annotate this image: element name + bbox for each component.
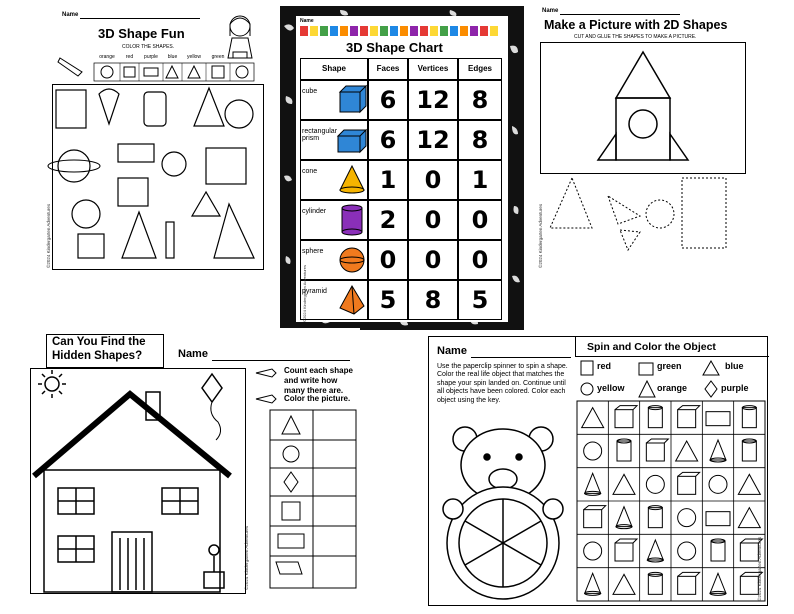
credit-text: ©2024 Kindergarten Adventures — [302, 265, 307, 322]
color-key-label: purple — [144, 54, 158, 60]
value-faces: 5 — [379, 286, 397, 314]
cutout-shapes — [548, 176, 748, 256]
value-vertices: 0 — [424, 246, 442, 274]
key-label-yellow: yellow — [597, 383, 625, 393]
name-label: Name — [178, 348, 208, 360]
page-title-line2: Hidden Shapes? — [52, 350, 143, 362]
instruction-count: Count each shape and write how many there are. — [284, 366, 353, 395]
value-vertices: 0 — [424, 166, 442, 194]
value-faces: 1 — [379, 166, 397, 194]
name-label: Name — [437, 345, 467, 357]
name-label: Name — [542, 8, 559, 14]
credit-text: ©2024 Kindergarten Adventures — [46, 203, 51, 268]
pencil-border-top — [300, 24, 506, 38]
color-key-shapes — [94, 63, 254, 81]
value-edges: 8 — [471, 126, 489, 154]
value-vertices: 8 — [424, 286, 442, 314]
name-line — [560, 14, 680, 15]
shape-name: cone — [302, 168, 318, 175]
key-label-green: green — [657, 361, 682, 371]
value-faces: 0 — [379, 246, 397, 274]
value-edges: 0 — [471, 246, 489, 274]
crayon-icon — [56, 52, 90, 78]
shape-picture-icon — [338, 164, 366, 196]
value-vertices: 0 — [424, 206, 442, 234]
worksheet-3d-shape-chart — [280, 6, 524, 330]
shape-name: rectangular prism — [302, 128, 338, 142]
shape-count-table — [270, 410, 356, 588]
page-title: 3D Shape Fun — [98, 26, 185, 41]
chart-title: 3D Shape Chart — [346, 40, 443, 55]
value-edges: 1 — [471, 166, 489, 194]
crayon-icon — [254, 394, 278, 404]
name-line — [212, 360, 350, 361]
shape-picture-icon — [338, 284, 366, 316]
page-title: Make a Picture with 2D Shapes — [544, 18, 728, 32]
shape-picture-icon — [338, 124, 366, 156]
color-key-row — [94, 54, 254, 82]
pencil-icon — [254, 368, 278, 378]
page-subtitle: COLOR THE SHAPES. — [122, 44, 175, 50]
value-faces: 2 — [379, 206, 397, 234]
key-label-orange: orange — [657, 383, 688, 393]
shape-name: sphere — [302, 248, 324, 255]
rocket-outline — [540, 42, 746, 174]
value-edges: 8 — [471, 86, 489, 114]
value-faces: 6 — [379, 86, 397, 114]
credit-text: ©2024 Kindergarten Adventures — [757, 536, 762, 601]
value-vertices: 12 — [416, 86, 450, 114]
value-edges: 5 — [471, 286, 489, 314]
name-label: Name — [62, 12, 79, 18]
worksheet-hidden-shapes — [26, 328, 360, 598]
worksheet-2d-shapes-picture — [534, 6, 756, 276]
worksheet-spin-and-color — [428, 336, 768, 606]
name-line — [80, 18, 200, 19]
chart-header-cell: Faces — [368, 58, 408, 80]
color-key-label: green — [211, 54, 225, 60]
value-vertices: 12 — [416, 126, 450, 154]
page-title: Spin and Color the Object — [587, 341, 716, 353]
page-title-line1: Can You Find the — [52, 336, 146, 348]
instructions: Use the paperclip spinner to spin a shape. Color the real life object that matches the shape your spin landed on. Continue until all objects have been colored. Color each object using the key. — [437, 363, 568, 404]
key-label-red: red — [597, 361, 612, 371]
page-border — [52, 84, 264, 270]
credit-text: ©2024 Kindergarten Adventures — [244, 525, 249, 590]
shape-picture-icon — [338, 244, 366, 276]
name-line — [471, 357, 571, 358]
name-label: Name — [300, 18, 314, 24]
object-grid-lines — [577, 401, 765, 601]
color-key-label: blue — [167, 54, 178, 60]
bear-spinner — [435, 419, 571, 605]
value-edges: 0 — [471, 206, 489, 234]
chart-header-cell: Edges — [458, 58, 502, 80]
chart-header-cell: Vertices — [408, 58, 458, 80]
shape-name: pyramid — [302, 288, 327, 295]
color-key-label: yellow — [187, 54, 201, 60]
color-key-labels — [94, 54, 254, 63]
color-key-label: orange — [99, 54, 115, 60]
instruction-color: Color the picture. — [284, 394, 351, 403]
key-label-blue: blue — [725, 361, 744, 371]
shape-picture-icon — [338, 84, 366, 116]
object-grid — [577, 401, 765, 601]
key-label-purple: purple — [721, 383, 749, 393]
shape-name: cube — [302, 88, 318, 95]
page-subtitle: CUT AND GLUE THE SHAPES TO MAKE A PICTURE. — [574, 34, 697, 40]
worksheet-3d-shape-fun — [40, 6, 270, 274]
credit-text: ©2024 Kindergarten Adventures — [538, 203, 543, 268]
color-key-label: red — [125, 54, 134, 60]
value-faces: 6 — [379, 126, 397, 154]
shape-name: cylinder — [302, 208, 327, 215]
shape-picture-icon — [338, 204, 366, 236]
chart-header-cell: Shape — [300, 58, 368, 80]
page-border — [30, 368, 246, 594]
